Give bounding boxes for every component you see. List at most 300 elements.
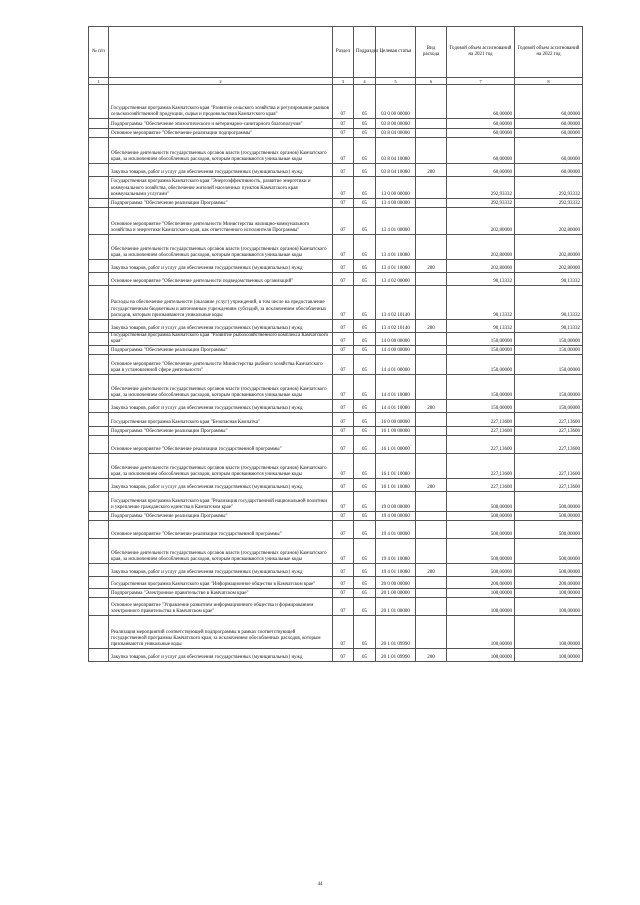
row-subsection: 05 xyxy=(354,129,376,138)
row-target-article: 20 1 01 09990 xyxy=(376,616,416,649)
row-subsection: 05 xyxy=(354,564,376,577)
row-description: Подпрограмма "Обеспечение реализации Программы" xyxy=(109,346,333,355)
row-section: 07 xyxy=(333,320,354,333)
table-row xyxy=(89,355,583,375)
row-expense-type xyxy=(416,598,447,616)
row-subsection: 05 xyxy=(354,512,376,521)
row-volume-2022: 150,00000 xyxy=(515,355,583,375)
row-description: Обеспечение деятельности государственных органов власти (государственных органов) Камчатского края, за исключением обособленных расходов, которым присваиваются уникальные коды xyxy=(109,454,333,479)
row-volume-2021: 100,00000 xyxy=(447,598,515,616)
row-volume-2021: 500,00000 xyxy=(447,521,515,539)
row-number-cell xyxy=(89,400,109,413)
row-subsection: 05 xyxy=(354,273,376,286)
row-volume-2021: 100,00000 xyxy=(447,649,515,662)
row-expense-type xyxy=(416,616,447,649)
row-volume-2022: 100,00000 xyxy=(515,616,583,649)
row-description: Государственная программа Камчатского края "Безопасная Камчатка" xyxy=(109,413,333,427)
row-subsection: 05 xyxy=(354,286,376,320)
row-expense-type xyxy=(416,589,447,598)
table-row xyxy=(89,199,583,208)
row-target-article: 14 4 01 10080 xyxy=(376,375,416,400)
row-target-article: 16 1 00 00000 xyxy=(376,427,416,436)
row-description: Закупка товаров, работ и услуг для обеспечения государственных (муниципальных) нужд xyxy=(109,564,333,577)
row-number-cell xyxy=(89,333,109,346)
row-number-cell xyxy=(89,539,109,564)
row-description: Закупка товаров, работ и услуг для обеспечения государственных (муниципальных) нужд xyxy=(109,479,333,492)
column-number: 7 xyxy=(447,78,515,85)
table-row xyxy=(89,164,583,177)
table-row xyxy=(89,208,583,235)
row-volume-2022: 500,00000 xyxy=(515,539,583,564)
row-subsection: 05 xyxy=(354,333,376,346)
row-volume-2022: 90,13332 xyxy=(515,320,583,333)
row-description: Подпрограмма "Электронное правительство в Камчатском крае" xyxy=(109,589,333,598)
table-row xyxy=(89,85,583,119)
row-volume-2022: 202,80000 xyxy=(515,235,583,260)
table-row xyxy=(89,616,583,649)
row-number-cell xyxy=(89,273,109,286)
row-section: 07 xyxy=(333,436,354,454)
row-number-cell xyxy=(89,375,109,400)
row-expense-type xyxy=(416,375,447,400)
table-row xyxy=(89,286,583,320)
row-subsection: 05 xyxy=(354,177,376,199)
row-volume-2022: 202,80000 xyxy=(515,208,583,235)
row-volume-2022: 60,00000 xyxy=(515,164,583,177)
row-volume-2022: 150,00000 xyxy=(515,375,583,400)
row-expense-type: 200 xyxy=(416,649,447,662)
row-target-article: 03 8 04 00000 xyxy=(376,129,416,138)
row-section: 07 xyxy=(333,333,354,346)
row-expense-type xyxy=(416,413,447,427)
row-section: 07 xyxy=(333,375,354,400)
row-subsection: 05 xyxy=(354,479,376,492)
row-target-article: 19 4 01 00000 xyxy=(376,521,416,539)
table-row xyxy=(89,564,583,577)
row-volume-2022: 200,00000 xyxy=(515,577,583,589)
row-description: Подпрограмма "Обеспечение реализации Программы" xyxy=(109,427,333,436)
table-row xyxy=(89,177,583,199)
row-target-article: 03 8 04 10080 xyxy=(376,138,416,164)
row-volume-2021: 227,13600 xyxy=(447,436,515,454)
row-expense-type xyxy=(416,521,447,539)
row-volume-2021: 500,00000 xyxy=(447,539,515,564)
row-description: Основное мероприятие "Обеспечение реализации государственной программы" xyxy=(109,436,333,454)
row-volume-2021: 227,13600 xyxy=(447,413,515,427)
budget-table-sheet xyxy=(88,26,582,662)
row-subsection: 05 xyxy=(354,138,376,164)
page-number: 44 xyxy=(317,882,323,887)
row-target-article: 13 4 02 00000 xyxy=(376,273,416,286)
table-row xyxy=(89,400,583,413)
row-section: 07 xyxy=(333,512,354,521)
row-target-article: 13 4 00 00000 xyxy=(376,199,416,208)
row-section: 07 xyxy=(333,539,354,564)
row-expense-type xyxy=(416,539,447,564)
row-subsection: 05 xyxy=(354,413,376,427)
row-expense-type xyxy=(416,138,447,164)
table-body xyxy=(89,85,583,662)
column-number: 8 xyxy=(515,78,583,85)
row-expense-type: 200 xyxy=(416,260,447,273)
table-row xyxy=(89,649,583,662)
row-volume-2021: 90,13332 xyxy=(447,273,515,286)
row-volume-2022: 60,00000 xyxy=(515,85,583,119)
header-name xyxy=(109,27,333,78)
row-section: 07 xyxy=(333,564,354,577)
row-description: Закупка товаров, работ и услуг для обеспечения государственных (муниципальных) нужд xyxy=(109,649,333,662)
row-expense-type xyxy=(416,85,447,119)
table-row xyxy=(89,375,583,400)
row-volume-2022: 227,13600 xyxy=(515,436,583,454)
header-subsection: Подраздел xyxy=(354,27,376,78)
header-volume-2021: Годовой объем ассигнований на 2021 год xyxy=(447,27,515,78)
row-section: 07 xyxy=(333,199,354,208)
row-subsection: 05 xyxy=(354,598,376,616)
row-volume-2022: 60,00000 xyxy=(515,138,583,164)
row-expense-type xyxy=(416,577,447,589)
row-number-cell xyxy=(89,427,109,436)
row-target-article: 13 4 01 00000 xyxy=(376,208,416,235)
row-target-article: 13 4 02 10140 xyxy=(376,320,416,333)
row-subsection: 05 xyxy=(354,85,376,119)
row-target-article: 19 4 00 00000 xyxy=(376,512,416,521)
row-description: Подпрограмма "Обеспечение эпизоотического и ветеринарно-санитарного благополучия" xyxy=(109,119,333,129)
row-volume-2022: 150,00000 xyxy=(515,400,583,413)
row-expense-type: 200 xyxy=(416,164,447,177)
row-volume-2021: 500,00000 xyxy=(447,512,515,521)
row-target-article: 13 4 01 10080 xyxy=(376,260,416,273)
row-section: 07 xyxy=(333,208,354,235)
row-expense-type xyxy=(416,512,447,521)
row-volume-2022: 150,00000 xyxy=(515,346,583,355)
row-volume-2021: 60,00000 xyxy=(447,119,515,129)
row-volume-2021: 200,00000 xyxy=(447,577,515,589)
row-target-article: 14 4 01 00000 xyxy=(376,355,416,375)
header-volume-2022: Годовой объем ассигнований на 2022 год xyxy=(515,27,583,78)
row-volume-2022: 60,00000 xyxy=(515,129,583,138)
row-target-article: 16 1 01 00000 xyxy=(376,436,416,454)
row-description: Закупка товаров, работ и услуг для обеспечения государственных (муниципальных) нужд xyxy=(109,320,333,333)
row-expense-type xyxy=(416,492,447,512)
row-expense-type xyxy=(416,208,447,235)
row-description: Государственная программа Камчатского края "Развитие сельского хозяйства и регулирование рынков сельскохозяйственной продукции, сырья и продовольствия Камчатского края" xyxy=(109,85,333,119)
table-row xyxy=(89,427,583,436)
row-target-article: 14 4 00 00000 xyxy=(376,346,416,355)
row-section: 07 xyxy=(333,616,354,649)
row-volume-2021: 150,00000 xyxy=(447,375,515,400)
row-expense-type: 200 xyxy=(416,564,447,577)
row-description: Основное мероприятие "Обеспечение реализации подпрограммы" xyxy=(109,129,333,138)
row-section: 07 xyxy=(333,138,354,164)
table-row xyxy=(89,235,583,260)
row-subsection: 05 xyxy=(354,577,376,589)
table-row xyxy=(89,413,583,427)
row-description: Закупка товаров, работ и услуг для обеспечения государственных (муниципальных) нужд xyxy=(109,260,333,273)
row-section: 07 xyxy=(333,649,354,662)
header-number: № п/п xyxy=(89,27,109,78)
budget-table xyxy=(88,26,583,662)
row-volume-2022: 227,13600 xyxy=(515,479,583,492)
row-section: 07 xyxy=(333,521,354,539)
row-target-article: 20 0 00 00000 xyxy=(376,577,416,589)
row-subsection: 05 xyxy=(354,589,376,598)
row-target-article: 13 0 00 00000 xyxy=(376,177,416,199)
row-subsection: 05 xyxy=(354,427,376,436)
row-volume-2022: 500,00000 xyxy=(515,521,583,539)
row-section: 07 xyxy=(333,164,354,177)
row-subsection: 05 xyxy=(354,346,376,355)
row-subsection: 05 xyxy=(354,649,376,662)
row-expense-type: 200 xyxy=(416,400,447,413)
row-description: Обеспечение деятельности государственных органов власти (государственных органов) Камчатского края, за исключением обособленных расходов, которым присваиваются уникальные коды xyxy=(109,539,333,564)
row-expense-type xyxy=(416,119,447,129)
row-description: Государственная программа Камчатского края "Энергоэффективность, развитие энергетики и коммунального хозяйства, обеспечение жителей населенных пунктов Камчатского края коммунальными услугами" xyxy=(109,177,333,199)
row-target-article: 13 4 01 10080 xyxy=(376,235,416,260)
table-row xyxy=(89,129,583,138)
row-subsection: 05 xyxy=(354,436,376,454)
row-description: Основное мероприятие "Обеспечение деятельности подведомственных организаций" xyxy=(109,273,333,286)
row-volume-2022: 500,00000 xyxy=(515,492,583,512)
row-expense-type xyxy=(416,199,447,208)
row-volume-2021: 150,00000 xyxy=(447,346,515,355)
row-target-article: 19 4 01 10080 xyxy=(376,564,416,577)
row-number-cell xyxy=(89,164,109,177)
row-volume-2021: 150,00000 xyxy=(447,333,515,346)
row-section: 07 xyxy=(333,355,354,375)
row-number-cell xyxy=(89,138,109,164)
row-number-cell xyxy=(89,129,109,138)
row-description: Основное мероприятие "Обеспечение реализации государственной программы" xyxy=(109,521,333,539)
row-subsection: 05 xyxy=(354,355,376,375)
column-number-row xyxy=(89,78,583,85)
row-expense-type xyxy=(416,235,447,260)
row-number-cell xyxy=(89,577,109,589)
row-volume-2022: 100,00000 xyxy=(515,649,583,662)
row-subsection: 05 xyxy=(354,260,376,273)
row-description: Обеспечение деятельности государственных органов власти (государственных органов) Камчатского края, за исключением обособленных расходов, которым присваиваются уникальные коды xyxy=(109,235,333,260)
row-description: Государственная программа Камчатского края "Информационное общество в Камчатском крае" xyxy=(109,577,333,589)
row-volume-2021: 292,93332 xyxy=(447,199,515,208)
row-volume-2021: 150,00000 xyxy=(447,400,515,413)
row-target-article: 20 1 00 00000 xyxy=(376,589,416,598)
row-expense-type xyxy=(416,355,447,375)
row-number-cell xyxy=(89,320,109,333)
row-description: Основное мероприятие "Обеспечение деятельности Министерства жилищно-коммунального хозяйства и энергетики Камчатского края, как ответственного исполнителя Программы" xyxy=(109,208,333,235)
row-number-cell xyxy=(89,436,109,454)
row-section: 07 xyxy=(333,454,354,479)
row-number-cell xyxy=(89,346,109,355)
row-volume-2022: 90,13332 xyxy=(515,286,583,320)
row-number-cell xyxy=(89,85,109,119)
row-target-article: 20 1 01 09990 xyxy=(376,649,416,662)
row-volume-2021: 227,13600 xyxy=(447,454,515,479)
row-description: Расходы на обеспечение деятельности (оказание услуг) учреждений, в том числе на предоставление государственным бюджетным и автономным учреждениям субсидий, за исключением обособленных расходов, которым присваиваются уникальные коды xyxy=(109,286,333,320)
row-volume-2021: 60,00000 xyxy=(447,164,515,177)
table-row xyxy=(89,577,583,589)
row-subsection: 05 xyxy=(354,208,376,235)
row-description: Закупка товаров, работ и услуг для обеспечения государственных (муниципальных) нужд xyxy=(109,400,333,413)
row-section: 07 xyxy=(333,119,354,129)
header-target-article: Целевая статья xyxy=(376,27,416,78)
row-volume-2022: 60,00000 xyxy=(515,119,583,129)
row-expense-type: 200 xyxy=(416,320,447,333)
row-section: 07 xyxy=(333,589,354,598)
row-volume-2022: 500,00000 xyxy=(515,564,583,577)
row-target-article: 14 4 01 10080 xyxy=(376,400,416,413)
row-target-article: 20 1 01 00000 xyxy=(376,598,416,616)
row-target-article: 03 8 00 00000 xyxy=(376,119,416,129)
table-row xyxy=(89,539,583,564)
table-row xyxy=(89,138,583,164)
row-volume-2021: 202,80000 xyxy=(447,260,515,273)
row-volume-2021: 90,13332 xyxy=(447,320,515,333)
row-subsection: 05 xyxy=(354,616,376,649)
row-number-cell xyxy=(89,454,109,479)
row-volume-2022: 100,00000 xyxy=(515,589,583,598)
column-number: 3 xyxy=(333,78,354,85)
row-volume-2021: 60,00000 xyxy=(447,129,515,138)
row-description: Основное мероприятие "Обеспечение деятельности Министерства рыбного хозяйства Камчатского края в установленной сфере деятельности" xyxy=(109,355,333,375)
row-expense-type xyxy=(416,436,447,454)
row-section: 07 xyxy=(333,479,354,492)
table-row xyxy=(89,521,583,539)
row-description: Основное мероприятие "Управление развитием информационного общества и формированием электронного правительства в Камчатском крае" xyxy=(109,598,333,616)
row-number-cell xyxy=(89,286,109,320)
row-volume-2022: 292,93332 xyxy=(515,177,583,199)
row-number-cell xyxy=(89,413,109,427)
row-volume-2021: 90,13332 xyxy=(447,286,515,320)
row-section: 07 xyxy=(333,260,354,273)
row-volume-2022: 100,00000 xyxy=(515,598,583,616)
row-number-cell xyxy=(89,589,109,598)
row-volume-2021: 500,00000 xyxy=(447,564,515,577)
column-number: 4 xyxy=(354,78,376,85)
row-expense-type xyxy=(416,129,447,138)
row-volume-2021: 60,00000 xyxy=(447,85,515,119)
row-expense-type: 200 xyxy=(416,479,447,492)
row-number-cell xyxy=(89,649,109,662)
row-volume-2021: 60,00000 xyxy=(447,138,515,164)
row-expense-type xyxy=(416,286,447,320)
row-volume-2021: 292,93332 xyxy=(447,177,515,199)
row-volume-2022: 150,00000 xyxy=(515,333,583,346)
row-target-article: 19 4 01 10080 xyxy=(376,539,416,564)
row-expense-type xyxy=(416,454,447,479)
row-description: Обеспечение деятельности государственных органов власти (государственных органов) Камчатского края, за исключением обособленных расходов, которым присваиваются уникальные коды xyxy=(109,375,333,400)
row-volume-2021: 100,00000 xyxy=(447,616,515,649)
row-subsection: 05 xyxy=(354,400,376,413)
row-expense-type xyxy=(416,177,447,199)
row-volume-2021: 227,13600 xyxy=(447,427,515,436)
row-description: Подпрограмма "Обеспечение реализации Программы" xyxy=(109,512,333,521)
row-section: 07 xyxy=(333,235,354,260)
row-section: 07 xyxy=(333,273,354,286)
header-row xyxy=(89,27,583,78)
column-number: 1 xyxy=(89,78,109,85)
table-row xyxy=(89,333,583,346)
row-description: Закупка товаров, работ и услуг для обеспечения государственных (муниципальных) нужд xyxy=(109,164,333,177)
row-number-cell xyxy=(89,119,109,129)
table-row xyxy=(89,454,583,479)
row-number-cell xyxy=(89,512,109,521)
row-number-cell xyxy=(89,199,109,208)
row-expense-type xyxy=(416,346,447,355)
row-target-article: 16 1 01 10080 xyxy=(376,454,416,479)
row-section: 07 xyxy=(333,400,354,413)
header-section: Раздел xyxy=(333,27,354,78)
table-row xyxy=(89,119,583,129)
table-row xyxy=(89,589,583,598)
row-number-cell xyxy=(89,616,109,649)
row-number-cell xyxy=(89,235,109,260)
table-row xyxy=(89,512,583,521)
row-expense-type xyxy=(416,333,447,346)
row-subsection: 05 xyxy=(354,199,376,208)
row-target-article: 16 1 01 10080 xyxy=(376,479,416,492)
row-number-cell xyxy=(89,260,109,273)
row-volume-2022: 202,80000 xyxy=(515,260,583,273)
row-section: 07 xyxy=(333,413,354,427)
row-description: Подпрограмма "Обеспечение реализации Программы" xyxy=(109,199,333,208)
row-target-article: 03 8 04 10080 xyxy=(376,164,416,177)
row-target-article: 03 0 00 00000 xyxy=(376,85,416,119)
table-row xyxy=(89,492,583,512)
table-row xyxy=(89,346,583,355)
row-section: 07 xyxy=(333,492,354,512)
row-volume-2022: 292,93332 xyxy=(515,199,583,208)
table-row xyxy=(89,436,583,454)
row-target-article: 14 0 00 00000 xyxy=(376,333,416,346)
table-row xyxy=(89,273,583,286)
row-section: 07 xyxy=(333,598,354,616)
row-section: 07 xyxy=(333,286,354,320)
row-description: Государственная программа Камчатского края "Развитие рыбохозяйственного комплекса Камчатского края" xyxy=(109,333,333,346)
row-number-cell xyxy=(89,208,109,235)
row-subsection: 05 xyxy=(354,320,376,333)
row-subsection: 05 xyxy=(354,235,376,260)
row-subsection: 05 xyxy=(354,521,376,539)
row-volume-2021: 500,00000 xyxy=(447,492,515,512)
row-expense-type xyxy=(416,427,447,436)
column-number: 6 xyxy=(416,78,447,85)
header-expense-type: Вид расхода xyxy=(416,27,447,78)
row-volume-2021: 150,00000 xyxy=(447,355,515,375)
row-target-article: 16 0 00 00000 xyxy=(376,413,416,427)
row-number-cell xyxy=(89,598,109,616)
column-number: 2 xyxy=(109,78,333,85)
row-volume-2022: 500,00000 xyxy=(515,512,583,521)
row-section: 07 xyxy=(333,85,354,119)
row-number-cell xyxy=(89,521,109,539)
row-subsection: 05 xyxy=(354,454,376,479)
row-number-cell xyxy=(89,479,109,492)
row-description: Государственная программа Камчатского края "Реализация государственной национальной политики и укрепление гражданского единства в Камчатском крае" xyxy=(109,492,333,512)
row-section: 07 xyxy=(333,427,354,436)
table-row xyxy=(89,479,583,492)
table-row xyxy=(89,320,583,333)
row-volume-2022: 227,13600 xyxy=(515,454,583,479)
row-target-article: 19 0 00 00000 xyxy=(376,492,416,512)
row-description: Обеспечение деятельности государственных органов власти (государственных органов) Камчатского края, за исключением обособленных расходов, которым присваиваются уникальные коды xyxy=(109,138,333,164)
row-section: 07 xyxy=(333,577,354,589)
row-subsection: 05 xyxy=(354,164,376,177)
row-volume-2021: 202,80000 xyxy=(447,208,515,235)
row-volume-2021: 100,00000 xyxy=(447,589,515,598)
row-volume-2021: 202,80000 xyxy=(447,235,515,260)
row-number-cell xyxy=(89,177,109,199)
row-section: 07 xyxy=(333,129,354,138)
